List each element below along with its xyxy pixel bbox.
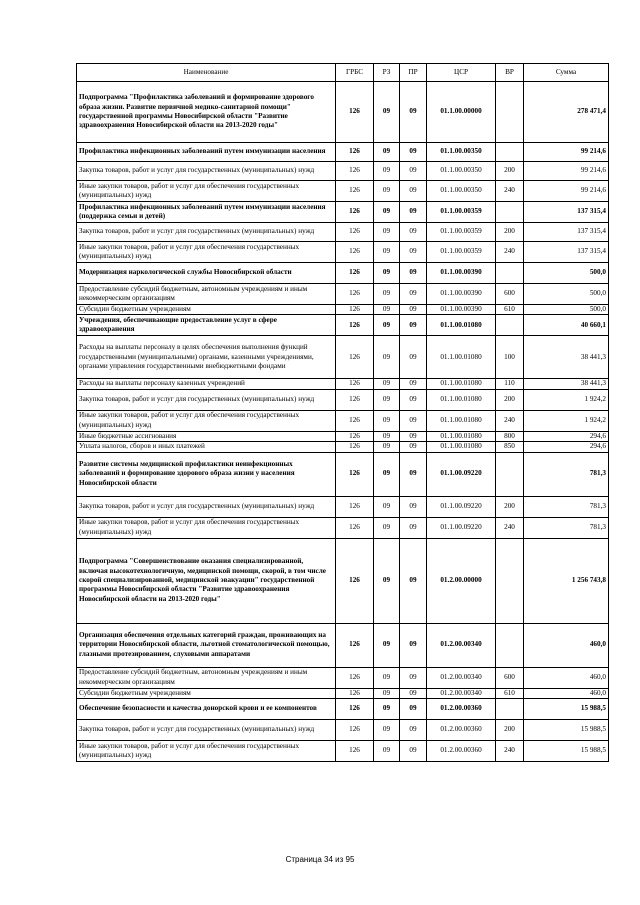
cell-rz: 09 [374,202,400,223]
cell-csr: 01.1.00.01080 [427,389,496,410]
cell-grbs: 126 [336,496,374,517]
cell-name: Субсидии бюджетным учреждениям [77,305,336,315]
cell-name: Развитие системы медицинской профилактики неинфекционных заболеваний и формирование здорового образа жизни у населения Новосибирской области [77,452,336,496]
table-row [77,720,609,741]
cell-csr: 01.1.00.00000 [427,82,496,143]
cell-grbs: 126 [336,452,374,496]
cell-grbs: 126 [336,741,374,762]
cell-rz: 09 [374,223,400,242]
cell-pr: 09 [400,336,427,379]
cell-name: Иные закупки товаров, работ и услуг для обеспечения государственных (муниципальных) нужд [77,410,336,431]
table-row [77,162,609,181]
cell-grbs: 126 [336,538,374,623]
cell-pr: 09 [400,242,427,263]
cell-pr: 09 [400,623,427,667]
cell-sum: 500,0 [524,284,609,305]
cell-name: Иные закупки товаров, работ и услуг для обеспечения государственных (муниципальных) нужд [77,517,336,538]
cell-grbs: 126 [336,379,374,389]
cell-name: Иные закупки товаров, работ и услуг для обеспечения государственных (муниципальных) нужд [77,741,336,762]
cell-vr: 240 [496,242,524,263]
cell-csr: 01.2.00.00340 [427,667,496,688]
cell-pr: 09 [400,181,427,202]
cell-pr: 09 [400,263,427,284]
cell-pr: 09 [400,143,427,162]
cell-grbs: 126 [336,517,374,538]
table-row [77,496,609,517]
table-row [77,305,609,315]
cell-sum: 99 214,6 [524,162,609,181]
cell-rz: 09 [374,379,400,389]
cell-pr: 09 [400,741,427,762]
cell-vr [496,202,524,223]
cell-vr: 200 [496,720,524,741]
cell-pr: 09 [400,284,427,305]
cell-grbs: 126 [336,688,374,698]
cell-sum: 99 214,6 [524,181,609,202]
cell-name: Подпрограмма "Совершенствование оказания специализированной, включая высокотехнологичную, медицинской помощи, скорой, в том числе скорой специализированной, медицинской эвакуации" государственной программы Новосибирской области "Развитие здравоохранения Новосибирской области на 2013-2020 годы" [77,538,336,623]
cell-csr: 01.1.00.00390 [427,305,496,315]
cell-vr: 600 [496,284,524,305]
cell-name: Обеспечение безопасности и качества донорской крови и ее компонентов [77,699,336,720]
cell-grbs: 126 [336,82,374,143]
cell-grbs: 126 [336,284,374,305]
cell-grbs: 126 [336,410,374,431]
cell-name: Модернизация наркологической службы Новосибирской области [77,263,336,284]
cell-csr: 01.1.00.01080 [427,431,496,441]
cell-csr: 01.1.00.09220 [427,452,496,496]
cell-sum: 99 214,6 [524,143,609,162]
cell-rz: 09 [374,284,400,305]
cell-sum: 460,0 [524,688,609,698]
cell-rz: 09 [374,431,400,441]
cell-pr: 09 [400,442,427,452]
cell-grbs: 126 [336,202,374,223]
cell-vr: 110 [496,379,524,389]
cell-rz: 09 [374,389,400,410]
cell-name: Закупка товаров, работ и услуг для государственных (муниципальных) нужд [77,720,336,741]
cell-rz: 09 [374,336,400,379]
cell-vr [496,315,524,336]
cell-rz: 09 [374,538,400,623]
cell-sum: 137 315,4 [524,202,609,223]
cell-rz: 09 [374,242,400,263]
cell-grbs: 126 [336,699,374,720]
cell-pr: 09 [400,410,427,431]
cell-pr: 09 [400,389,427,410]
table-row [77,667,609,688]
cell-csr: 01.2.00.00340 [427,688,496,698]
cell-name: Предоставление субсидий бюджетным, автономным учреждениям и иным некоммерческим организациям [77,284,336,305]
table-row [77,688,609,698]
cell-sum: 137 315,4 [524,242,609,263]
cell-name: Иные бюджетные ассигнования [77,431,336,441]
cell-sum: 15 988,5 [524,720,609,741]
cell-vr: 200 [496,223,524,242]
cell-csr: 01.1.00.00350 [427,162,496,181]
cell-vr: 240 [496,181,524,202]
table-row [77,410,609,431]
cell-pr: 09 [400,452,427,496]
table-row [77,202,609,223]
cell-grbs: 126 [336,242,374,263]
table-row [77,442,609,452]
table-row [77,242,609,263]
table-row [77,263,609,284]
cell-csr: 01.1.00.00390 [427,284,496,305]
cell-csr: 01.2.00.00340 [427,623,496,667]
cell-rz: 09 [374,263,400,284]
cell-vr: 600 [496,667,524,688]
table-row [77,741,609,762]
cell-sum: 15 988,5 [524,699,609,720]
cell-grbs: 126 [336,181,374,202]
header-grbs: ГРБС [336,64,374,82]
cell-vr: 200 [496,389,524,410]
cell-name: Профилактика инфекционных заболеваний путем иммунизации населения [77,143,336,162]
cell-name: Уплата налогов, сборов и иных платежей [77,442,336,452]
cell-name: Закупка товаров, работ и услуг для государственных (муниципальных) нужд [77,496,336,517]
cell-csr: 01.1.00.00350 [427,143,496,162]
cell-rz: 09 [374,699,400,720]
cell-grbs: 126 [336,389,374,410]
cell-grbs: 126 [336,162,374,181]
cell-pr: 09 [400,720,427,741]
cell-rz: 09 [374,623,400,667]
cell-vr [496,623,524,667]
page-number: Страница 34 из 95 [285,855,355,864]
cell-csr: 01.1.00.00359 [427,202,496,223]
cell-grbs: 126 [336,667,374,688]
cell-name: Расходы на выплаты персоналу в целях обеспечения выполнения функций государственными (муниципальными) органами, казенными учреждениями, органами управления государственными внебюджетными фондами [77,336,336,379]
cell-csr: 01.1.00.00359 [427,242,496,263]
cell-name: Учреждения, обеспечивающие предоставление услуг в сфере здравоохранения [77,315,336,336]
cell-vr: 610 [496,688,524,698]
cell-sum: 781,3 [524,452,609,496]
cell-vr [496,538,524,623]
cell-name: Субсидии бюджетным учреждениям [77,688,336,698]
cell-vr: 610 [496,305,524,315]
cell-name: Закупка товаров, работ и услуг для государственных (муниципальных) нужд [77,162,336,181]
cell-pr: 09 [400,538,427,623]
cell-csr: 01.1.00.01080 [427,410,496,431]
cell-rz: 09 [374,741,400,762]
cell-csr: 01.1.00.09220 [427,517,496,538]
cell-pr: 09 [400,223,427,242]
cell-csr: 01.1.00.00390 [427,263,496,284]
cell-grbs: 126 [336,263,374,284]
cell-sum: 460,0 [524,623,609,667]
cell-csr: 01.1.00.01080 [427,315,496,336]
table-row [77,431,609,441]
cell-grbs: 126 [336,336,374,379]
header-pr: ПР [400,64,427,82]
cell-pr: 09 [400,667,427,688]
table-row [77,452,609,496]
table-row [77,143,609,162]
cell-sum: 137 315,4 [524,223,609,242]
cell-vr [496,143,524,162]
table-row [77,379,609,389]
cell-pr: 09 [400,305,427,315]
cell-csr: 01.2.00.00360 [427,720,496,741]
cell-sum: 500,0 [524,305,609,315]
cell-csr: 01.2.00.00360 [427,699,496,720]
cell-vr: 240 [496,741,524,762]
cell-vr: 800 [496,431,524,441]
cell-grbs: 126 [336,143,374,162]
cell-sum: 500,0 [524,263,609,284]
cell-name: Иные закупки товаров, работ и услуг для обеспечения государственных (муниципальных) нужд [77,181,336,202]
cell-sum: 15 988,5 [524,741,609,762]
cell-vr: 200 [496,496,524,517]
cell-vr [496,82,524,143]
cell-rz: 09 [374,667,400,688]
cell-sum: 781,3 [524,517,609,538]
cell-csr: 01.1.00.01080 [427,442,496,452]
cell-vr: 850 [496,442,524,452]
budget-table [76,63,609,762]
cell-grbs: 126 [336,305,374,315]
table-row [77,623,609,667]
cell-grbs: 126 [336,223,374,242]
cell-vr [496,263,524,284]
cell-rz: 09 [374,496,400,517]
table-row [77,181,609,202]
table-row [77,315,609,336]
cell-rz: 09 [374,452,400,496]
cell-rz: 09 [374,82,400,143]
cell-pr: 09 [400,517,427,538]
cell-csr: 01.2.00.00000 [427,538,496,623]
cell-pr: 09 [400,315,427,336]
cell-csr: 01.1.00.00350 [427,181,496,202]
table-row [77,223,609,242]
cell-rz: 09 [374,305,400,315]
cell-pr: 09 [400,162,427,181]
table-row [77,517,609,538]
cell-pr: 09 [400,688,427,698]
cell-grbs: 126 [336,442,374,452]
table-row [77,284,609,305]
cell-sum: 294,6 [524,431,609,441]
cell-rz: 09 [374,688,400,698]
cell-sum: 781,3 [524,496,609,517]
table-row [77,538,609,623]
cell-grbs: 126 [336,431,374,441]
cell-name: Расходы на выплаты персоналу казенных учреждений [77,379,336,389]
table-row [77,336,609,379]
cell-pr: 09 [400,699,427,720]
cell-vr: 240 [496,517,524,538]
cell-pr: 09 [400,496,427,517]
cell-vr: 100 [496,336,524,379]
cell-pr: 09 [400,82,427,143]
cell-name: Закупка товаров, работ и услуг для государственных (муниципальных) нужд [77,389,336,410]
cell-sum: 278 471,4 [524,82,609,143]
cell-sum: 1 924,2 [524,389,609,410]
cell-name: Организация обеспечения отдельных категорий граждан, проживающих на территории Новосибирской области, льготной стоматологической помощью, глазными протезированием, слуховыми аппаратами [77,623,336,667]
header-rz: РЗ [374,64,400,82]
cell-csr: 01.1.00.01080 [427,336,496,379]
cell-name: Профилактика инфекционных заболеваний путем иммунизации населения (поддержка семьи и детей) [77,202,336,223]
cell-sum: 38 441,3 [524,336,609,379]
cell-csr: 01.1.00.00359 [427,223,496,242]
cell-csr: 01.2.00.00360 [427,741,496,762]
cell-pr: 09 [400,431,427,441]
header-vr: ВР [496,64,524,82]
cell-csr: 01.1.00.01080 [427,379,496,389]
header-sum: Сумма [524,64,609,82]
cell-name: Иные закупки товаров, работ и услуг для обеспечения государственных (муниципальных) нужд [77,242,336,263]
cell-grbs: 126 [336,315,374,336]
header-row [77,64,609,82]
cell-name: Предоставление субсидий бюджетным, автономным учреждениям и иным некоммерческим организациям [77,667,336,688]
cell-sum: 460,0 [524,667,609,688]
table-row [77,699,609,720]
header-csr: ЦСР [427,64,496,82]
cell-name: Закупка товаров, работ и услуг для государственных (муниципальных) нужд [77,223,336,242]
cell-vr [496,452,524,496]
cell-pr: 09 [400,202,427,223]
cell-sum: 38 441,3 [524,379,609,389]
cell-rz: 09 [374,143,400,162]
cell-rz: 09 [374,410,400,431]
cell-sum: 1 924,2 [524,410,609,431]
cell-rz: 09 [374,720,400,741]
header-name: Наименование [77,64,336,82]
cell-rz: 09 [374,517,400,538]
cell-vr [496,699,524,720]
cell-rz: 09 [374,181,400,202]
cell-sum: 1 256 743,8 [524,538,609,623]
cell-sum: 294,6 [524,442,609,452]
cell-vr: 240 [496,410,524,431]
cell-rz: 09 [374,162,400,181]
cell-csr: 01.1.00.09220 [427,496,496,517]
table-row [77,389,609,410]
cell-pr: 09 [400,379,427,389]
cell-grbs: 126 [336,720,374,741]
cell-vr: 200 [496,162,524,181]
cell-rz: 09 [374,315,400,336]
cell-rz: 09 [374,442,400,452]
table-body [77,82,609,762]
cell-grbs: 126 [336,623,374,667]
cell-name: Подпрограмма "Профилактика заболеваний и формирование здорового образа жизни. Развитие первичной медико-санитарной помощи" государственной программы Новосибирской области "Развитие здравоохранения Новосибирской области на 2013-2020 годы" [77,82,336,143]
cell-sum: 40 660,1 [524,315,609,336]
table-row [77,82,609,143]
